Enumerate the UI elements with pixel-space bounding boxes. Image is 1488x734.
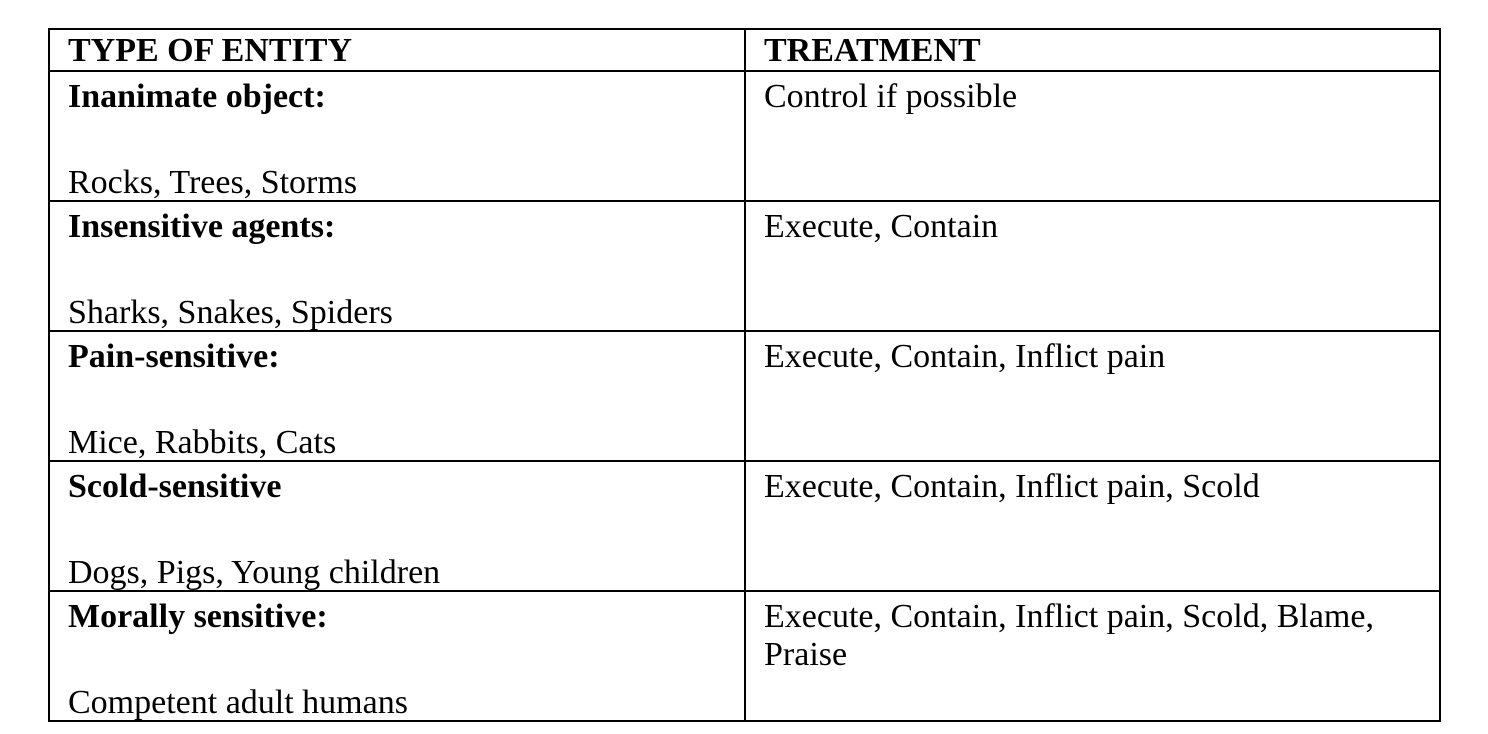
header-type-of-entity: TYPE OF ENTITY	[49, 29, 745, 71]
entity-type-label: Morally sensitive:	[68, 598, 328, 635]
treatment-cell	[745, 591, 1440, 721]
entity-cell-content	[68, 208, 726, 330]
treatment-cell	[745, 71, 1440, 201]
treatment-text: Execute, Contain, Inflict pain, Scold, Blame, Praise	[764, 598, 1374, 673]
entity-examples: Sharks, Snakes, Spiders	[68, 294, 393, 331]
entity-cell-content	[68, 338, 726, 460]
entity-cell	[49, 591, 745, 721]
entity-examples: Dogs, Pigs, Young children	[68, 554, 441, 591]
header-treatment: TREATMENT	[745, 29, 1440, 71]
entity-type-label: Scold-sensitive	[68, 468, 282, 505]
treatment-text: Execute, Contain, Inflict pain	[764, 338, 1166, 375]
table-row	[49, 331, 1440, 461]
entity-examples: Rocks, Trees, Storms	[68, 164, 358, 201]
entity-cell-content	[68, 78, 726, 200]
entity-cell	[49, 71, 745, 201]
treatment-cell	[745, 461, 1440, 591]
table-header	[49, 29, 1440, 71]
entity-examples: Mice, Rabbits, Cats	[68, 424, 337, 461]
treatment-cell	[745, 201, 1440, 331]
header-row	[49, 29, 1440, 71]
entity-type-label: Pain-sensitive:	[68, 338, 280, 375]
treatment-text: Execute, Contain	[764, 208, 999, 245]
table-body	[49, 71, 1440, 721]
treatment-cell	[745, 331, 1440, 461]
table-row	[49, 461, 1440, 591]
entity-cell-content	[68, 468, 726, 590]
entity-cell	[49, 461, 745, 591]
treatment-text: Control if possible	[764, 78, 1018, 115]
entity-type-label: Inanimate object:	[68, 78, 326, 115]
table-row	[49, 201, 1440, 331]
treatment-text: Execute, Contain, Inflict pain, Scold	[764, 468, 1260, 505]
entity-cell	[49, 201, 745, 331]
table-row	[49, 71, 1440, 201]
entity-cell-content	[68, 598, 726, 720]
entity-type-label: Insensitive agents:	[68, 208, 336, 245]
entity-cell	[49, 331, 745, 461]
table-row	[49, 591, 1440, 721]
entity-treatment-table	[48, 28, 1441, 722]
entity-examples: Competent adult humans	[68, 684, 408, 721]
